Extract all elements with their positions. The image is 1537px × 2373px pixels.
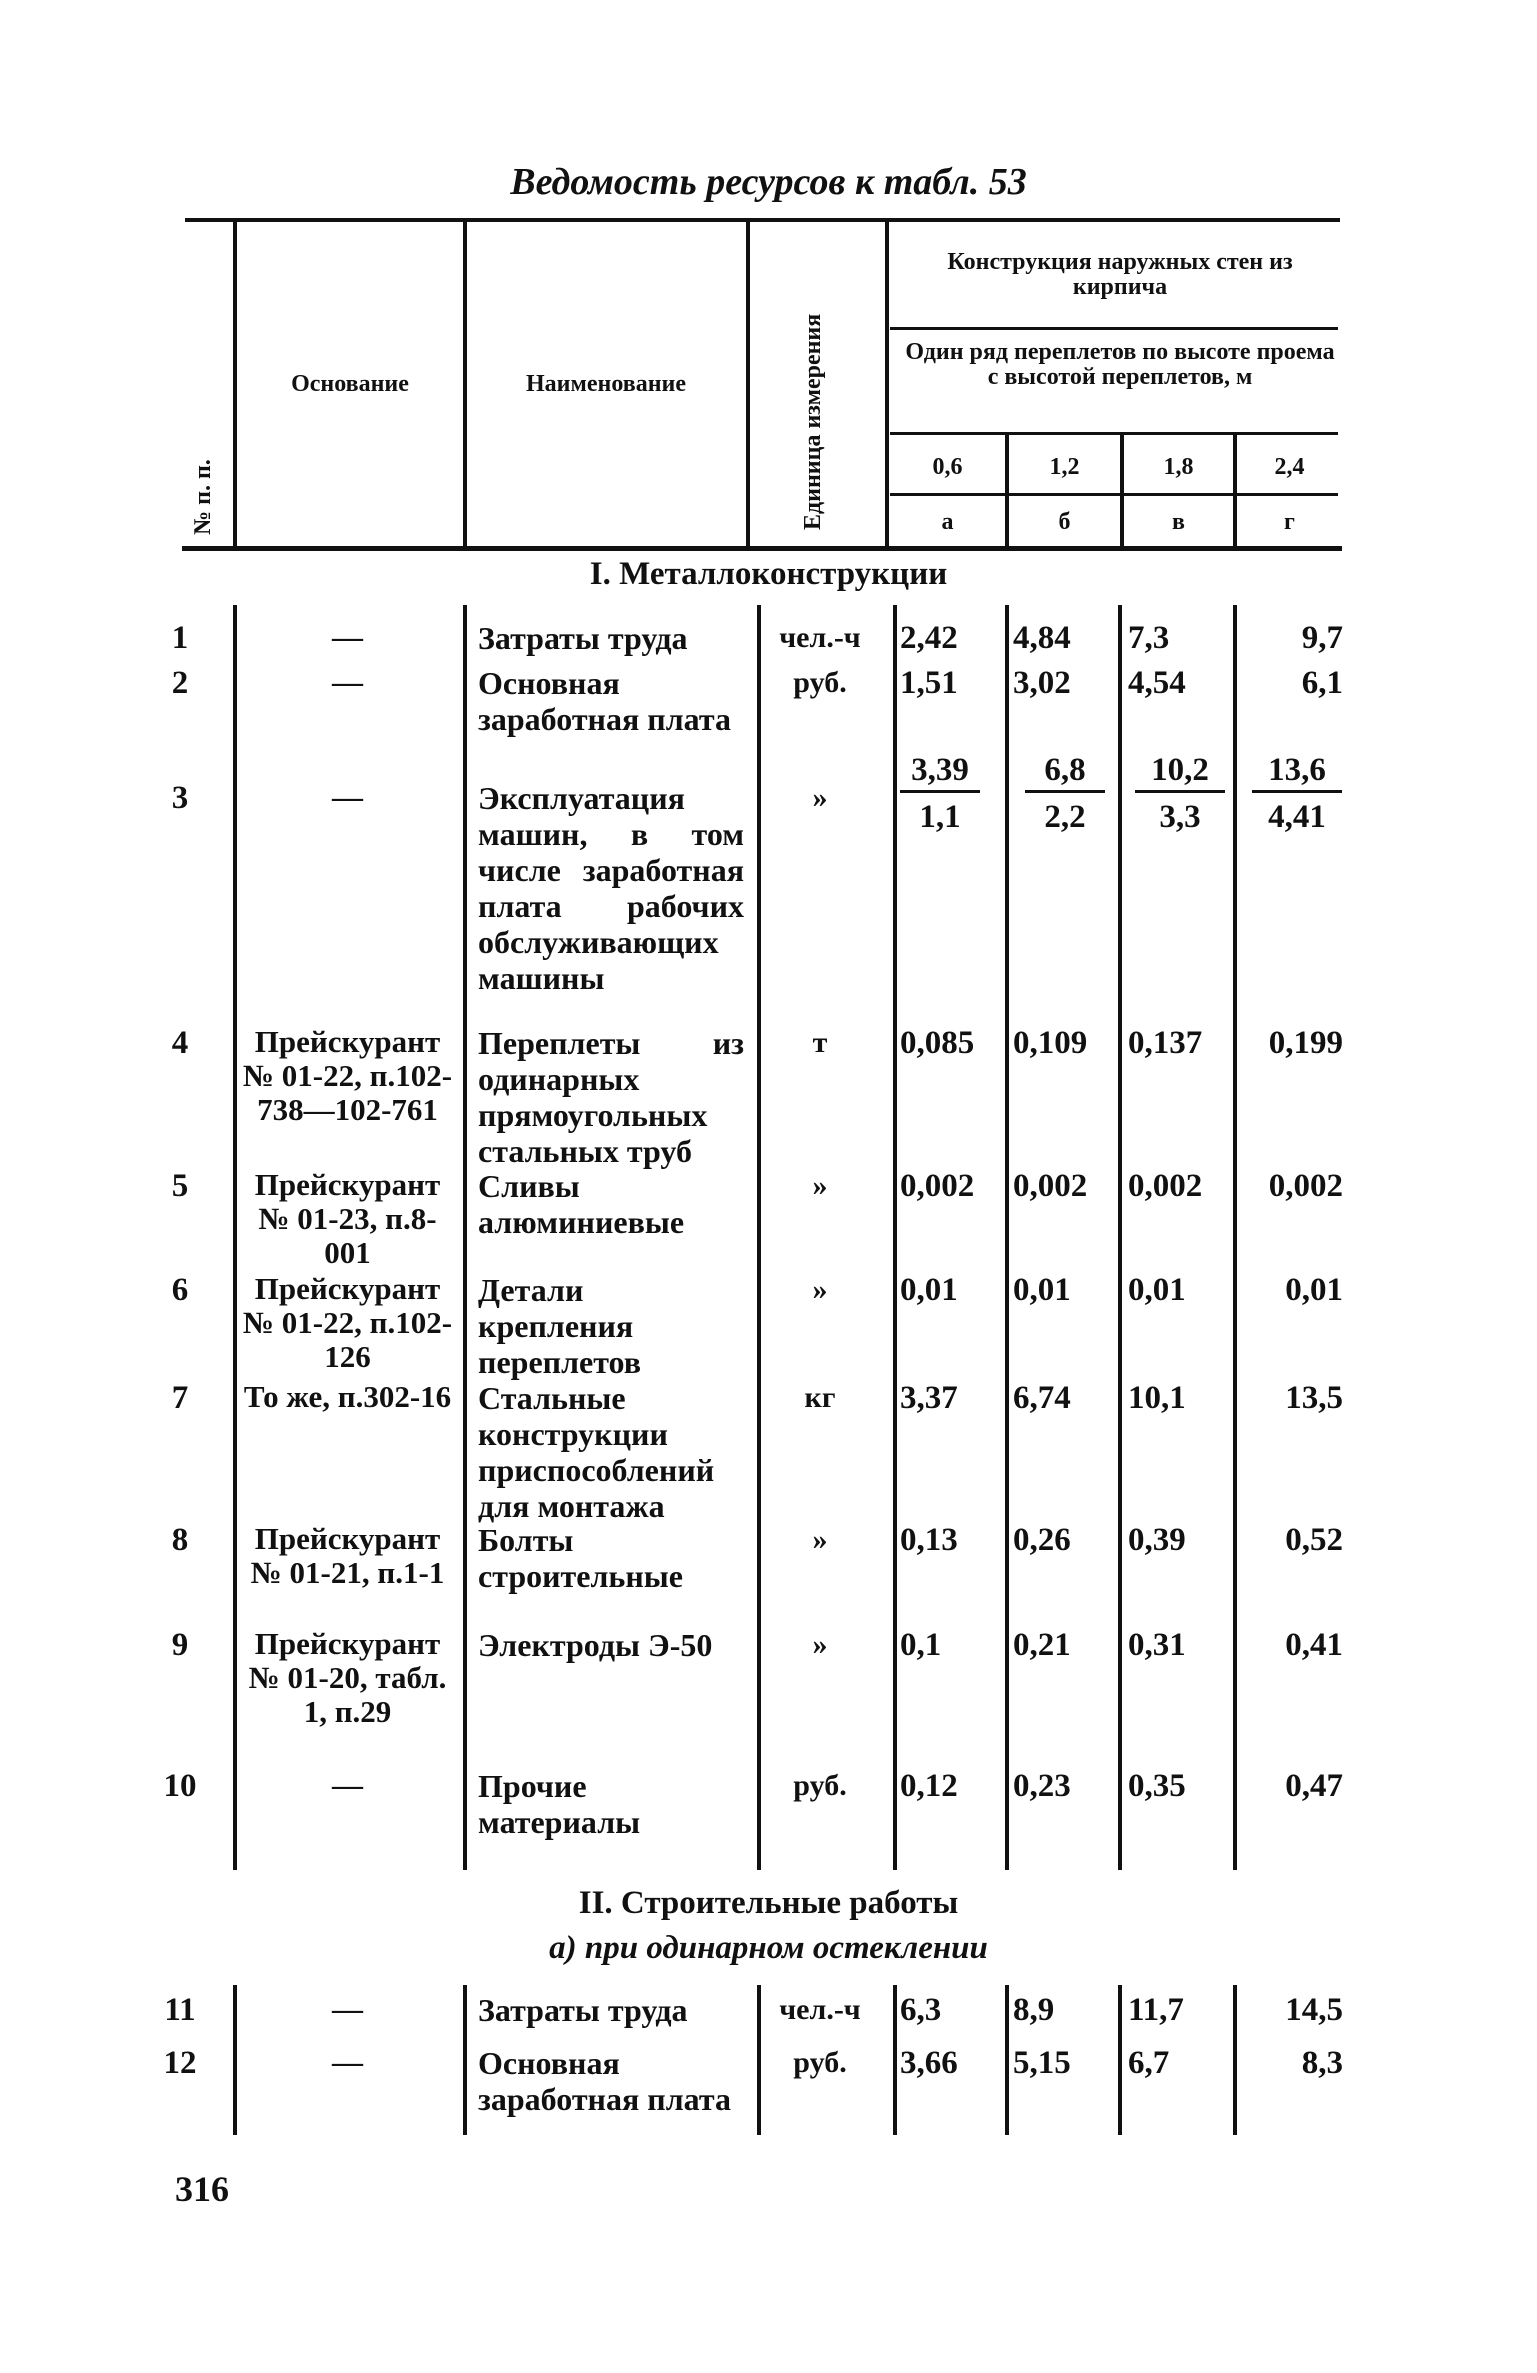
row-value: 3,66 bbox=[900, 2045, 958, 2081]
row-base: — bbox=[332, 619, 363, 654]
header-base: Основание bbox=[291, 371, 409, 397]
header-unit: Единица измерения bbox=[800, 313, 826, 530]
fraction-top: 10,2 bbox=[1135, 752, 1225, 793]
row-base: — bbox=[332, 779, 363, 814]
row-value: 0,52 bbox=[1285, 1522, 1343, 1558]
row-value: 6,1 bbox=[1301, 665, 1343, 701]
header-divider bbox=[885, 222, 889, 546]
row-value: 0,26 bbox=[1013, 1522, 1071, 1558]
row-value: 0,1 bbox=[900, 1627, 942, 1663]
row-value: 11,7 bbox=[1128, 1992, 1184, 2028]
group-rule bbox=[890, 327, 1338, 330]
header-letter: г bbox=[1284, 509, 1295, 535]
row-value: 0,002 bbox=[1013, 1168, 1088, 1204]
row-name: Детали крепления переплетов bbox=[478, 1272, 642, 1380]
fraction-top: 6,8 bbox=[1025, 752, 1105, 793]
row-unit: руб. bbox=[793, 2046, 847, 2079]
row-value: 13,5 bbox=[1285, 1380, 1343, 1416]
header-height: 1,2 bbox=[1049, 454, 1080, 480]
row-value: 1,51 bbox=[900, 665, 958, 701]
fraction-bottom: 4,41 bbox=[1268, 799, 1326, 835]
row-value: 4,54 bbox=[1128, 665, 1186, 701]
row-name: Электроды Э-50 bbox=[478, 1627, 713, 1663]
row-base: Прейскурант № 01-23, п.8-001 bbox=[254, 1167, 441, 1270]
section-subtitle: а) при одинарном остеклении bbox=[549, 1930, 988, 1966]
row-value: 3,37 bbox=[900, 1380, 958, 1416]
row-number: 11 bbox=[164, 1992, 196, 2028]
row-base: Прейскурант № 01-20, табл. 1, п.29 bbox=[248, 1626, 447, 1729]
row-unit: руб. bbox=[793, 1769, 847, 1802]
fraction-top: 3,39 bbox=[900, 752, 980, 793]
row-unit: » bbox=[812, 1523, 828, 1556]
row-unit: руб. bbox=[793, 666, 847, 699]
column-divider bbox=[463, 1985, 467, 2135]
row-name: Эксплуатация машин, в том числе заработная плата рабочих обслуживающих машины bbox=[478, 780, 744, 996]
column-divider bbox=[1118, 605, 1122, 1870]
row-value: 0,13 bbox=[900, 1522, 958, 1558]
row-value: 6,7 bbox=[1128, 2045, 1170, 2081]
column-divider bbox=[1005, 605, 1009, 1870]
row-value: 8,9 bbox=[1013, 1992, 1055, 2028]
row-value: 0,31 bbox=[1128, 1627, 1186, 1663]
header-letter: в bbox=[1172, 509, 1185, 535]
heights-rule bbox=[890, 493, 1338, 496]
header-letter: б bbox=[1058, 509, 1071, 535]
header-height: 1,8 bbox=[1163, 454, 1194, 480]
row-number: 10 bbox=[163, 1768, 197, 1804]
fraction-top: 13,6 bbox=[1252, 752, 1342, 793]
header-letter: а bbox=[941, 509, 954, 535]
row-unit: » bbox=[812, 1273, 828, 1306]
column-divider bbox=[893, 605, 897, 1870]
column-divider bbox=[1118, 1985, 1122, 2135]
row-number: 4 bbox=[171, 1025, 189, 1061]
row-value: 5,15 bbox=[1013, 2045, 1071, 2081]
row-unit: » bbox=[812, 1169, 828, 1202]
row-value: 0,002 bbox=[900, 1168, 975, 1204]
column-divider bbox=[893, 1985, 897, 2135]
row-number: 1 bbox=[171, 620, 189, 656]
row-value: 0,002 bbox=[1268, 1168, 1343, 1204]
row-name: Основная заработная плата bbox=[478, 2045, 731, 2117]
column-divider bbox=[1005, 1985, 1009, 2135]
row-number: 2 bbox=[171, 665, 189, 701]
row-value: 10,1 bbox=[1128, 1380, 1186, 1416]
header-divider bbox=[233, 222, 237, 546]
row-value-fraction bbox=[1252, 752, 1342, 835]
row-number: 8 bbox=[171, 1522, 189, 1558]
column-divider bbox=[233, 605, 237, 1870]
row-name: Прочие материалы bbox=[478, 1768, 641, 1840]
row-base: — bbox=[332, 2044, 363, 2079]
header-divider bbox=[463, 222, 467, 546]
row-value: 7,3 bbox=[1128, 620, 1170, 656]
row-name: Затраты труда bbox=[478, 620, 688, 656]
row-base: Прейскурант № 01-22, п.102-738—102-761 bbox=[242, 1024, 453, 1127]
row-number: 7 bbox=[171, 1380, 189, 1416]
row-unit: » bbox=[812, 781, 828, 814]
row-value: 0,01 bbox=[900, 1272, 958, 1308]
section-title: II. Строительные работы bbox=[578, 1885, 959, 1921]
header-group: Конструкция наружных стен из кирпича bbox=[947, 249, 1293, 301]
row-name: Основная заработная плата bbox=[478, 665, 731, 737]
header-height: 2,4 bbox=[1274, 454, 1305, 480]
subgroup-rule bbox=[890, 432, 1338, 435]
row-base: — bbox=[332, 1767, 363, 1802]
row-number: 12 bbox=[163, 2045, 197, 2081]
row-name: Болты строительные bbox=[478, 1522, 683, 1594]
row-value: 0,23 bbox=[1013, 1768, 1071, 1804]
column-divider bbox=[1233, 605, 1237, 1870]
row-name: Переплеты из одинарных прямоугольных стальных труб bbox=[478, 1025, 744, 1169]
row-value: 0,002 bbox=[1128, 1168, 1203, 1204]
row-value: 0,199 bbox=[1268, 1025, 1343, 1061]
row-value: 0,47 bbox=[1285, 1768, 1343, 1804]
header-height: 0,6 bbox=[932, 454, 963, 480]
row-name: Сливы алюминиевые bbox=[478, 1168, 685, 1240]
row-number: 9 bbox=[171, 1627, 189, 1663]
column-divider bbox=[463, 605, 467, 1870]
header-num: № п. п. bbox=[190, 459, 216, 535]
row-value: 0,01 bbox=[1285, 1272, 1343, 1308]
row-value: 0,085 bbox=[900, 1025, 975, 1061]
row-value: 0,109 bbox=[1013, 1025, 1088, 1061]
fraction-bottom: 1,1 bbox=[919, 799, 961, 835]
header-divider bbox=[746, 222, 750, 546]
fraction-bottom: 3,3 bbox=[1159, 799, 1201, 835]
row-value-fraction bbox=[1025, 752, 1105, 835]
row-value: 0,12 bbox=[900, 1768, 958, 1804]
row-base: — bbox=[332, 1991, 363, 2026]
row-value: 0,41 bbox=[1285, 1627, 1343, 1663]
row-base: Прейскурант № 01-22, п.102-126 bbox=[242, 1271, 453, 1374]
section-title: I. Металлоконструкции bbox=[589, 556, 948, 592]
row-unit: т bbox=[812, 1026, 828, 1059]
row-unit: » bbox=[812, 1628, 828, 1661]
row-value: 9,7 bbox=[1301, 620, 1343, 656]
page-number: 316 bbox=[175, 2169, 229, 2209]
row-base: Прейскурант № 01-21, п.1-1 bbox=[250, 1521, 445, 1590]
row-base: — bbox=[332, 664, 363, 699]
row-value-fraction bbox=[900, 752, 980, 835]
row-unit: кг bbox=[804, 1381, 836, 1414]
row-unit: чел.-ч bbox=[779, 621, 861, 654]
row-value: 4,84 bbox=[1013, 620, 1071, 656]
row-value: 8,3 bbox=[1301, 2045, 1343, 2081]
column-divider bbox=[1233, 1985, 1237, 2135]
fraction-bottom: 2,2 bbox=[1044, 799, 1086, 835]
header-subgroup: Один ряд переплетов по высоте проема с высотой переплетов, м bbox=[905, 339, 1335, 391]
row-value: 0,35 bbox=[1128, 1768, 1186, 1804]
row-value: 0,137 bbox=[1128, 1025, 1203, 1061]
row-value: 0,01 bbox=[1013, 1272, 1071, 1308]
column-divider bbox=[233, 1985, 237, 2135]
row-number: 6 bbox=[171, 1272, 189, 1308]
row-base: То же, п.302-16 bbox=[243, 1379, 452, 1414]
row-name: Стальные конструкции приспособлений для монтажа bbox=[478, 1380, 715, 1524]
header-top-rule bbox=[185, 218, 1340, 222]
row-value: 14,5 bbox=[1285, 1992, 1343, 2028]
row-unit: чел.-ч bbox=[779, 1993, 861, 2026]
row-number: 3 bbox=[171, 780, 189, 816]
row-number: 5 bbox=[171, 1168, 189, 1204]
row-value: 0,01 bbox=[1128, 1272, 1186, 1308]
row-value: 6,3 bbox=[900, 1992, 942, 2028]
row-value: 2,42 bbox=[900, 620, 958, 656]
header-name: Наименование bbox=[526, 371, 686, 397]
row-value: 3,02 bbox=[1013, 665, 1071, 701]
row-value: 0,21 bbox=[1013, 1627, 1071, 1663]
row-name: Затраты труда bbox=[478, 1992, 688, 2028]
row-value-fraction bbox=[1135, 752, 1225, 835]
page-title: Ведомость ресурсов к табл. 53 bbox=[510, 161, 1027, 203]
header-bottom-rule bbox=[182, 546, 1342, 551]
row-value: 0,39 bbox=[1128, 1522, 1186, 1558]
row-value: 6,74 bbox=[1013, 1380, 1071, 1416]
